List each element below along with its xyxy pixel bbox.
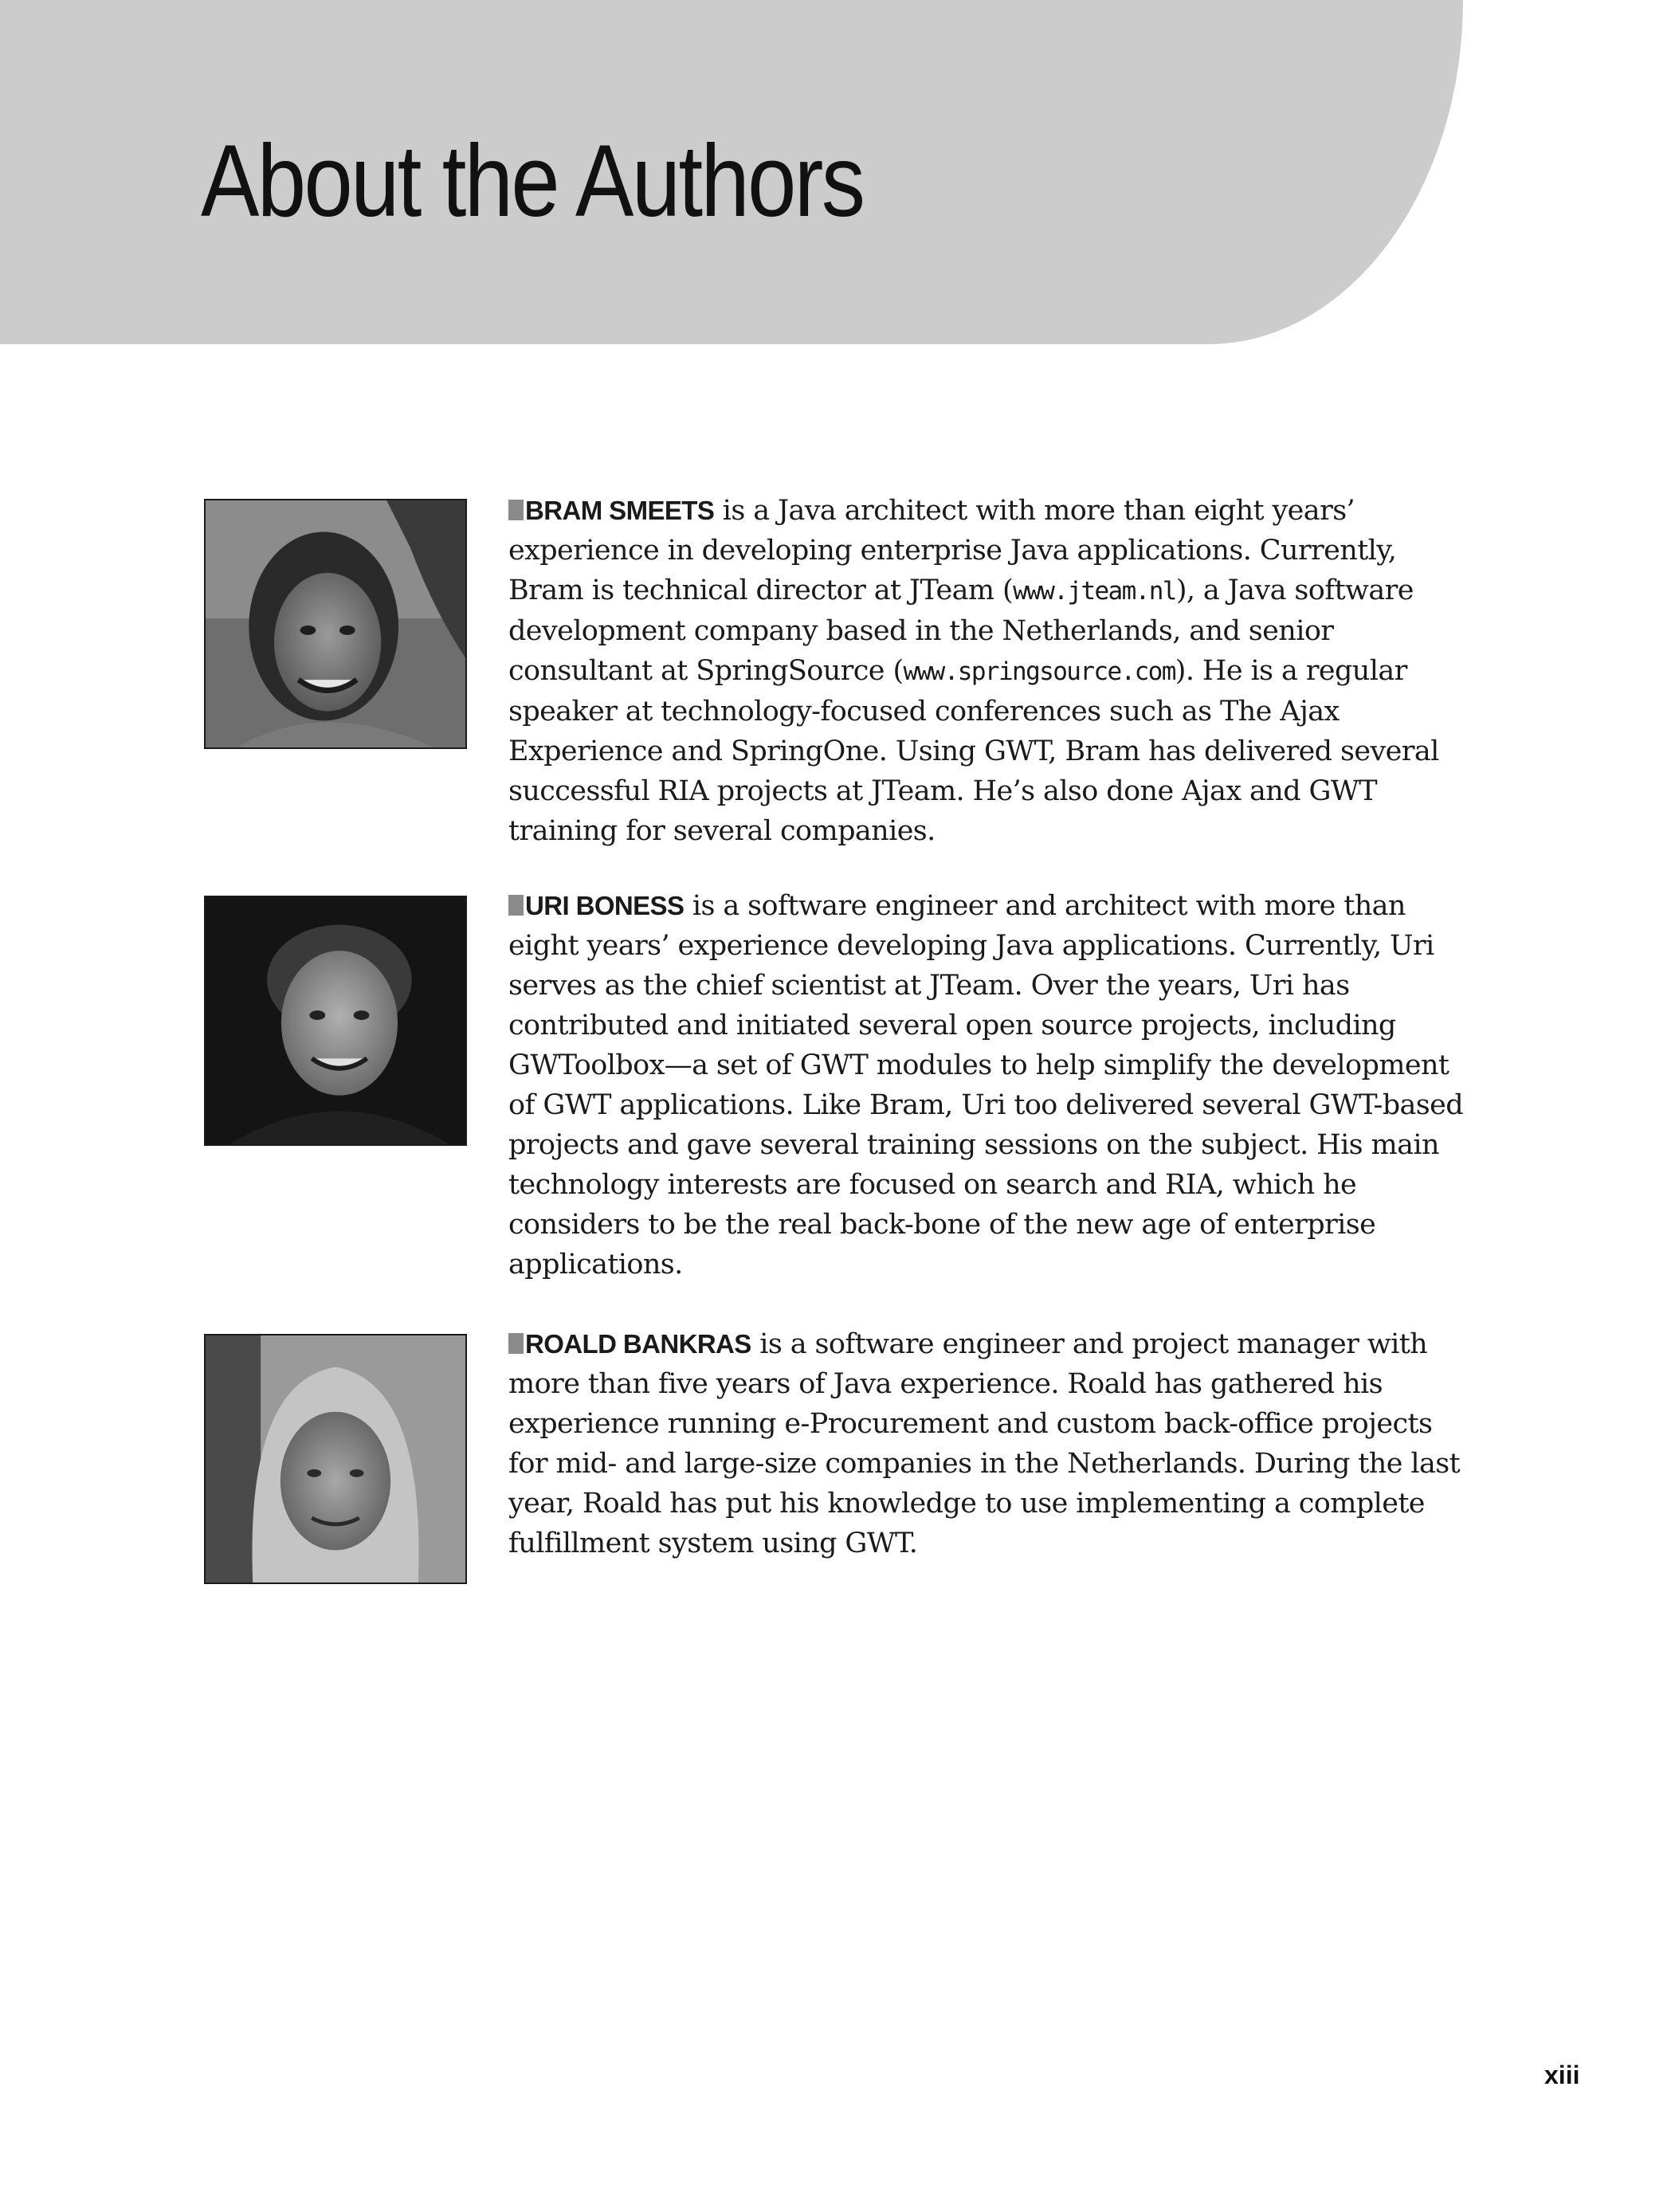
page-title: About the Authors [201, 124, 864, 238]
author-name: BRAM SMEETS [525, 496, 715, 525]
portrait-image [206, 500, 465, 747]
author-photo-roald-bankras [204, 1334, 467, 1584]
url-springsource: www.springsource.com [903, 657, 1175, 686]
author-bio-bram-smeets [508, 491, 1465, 851]
page-number: xiii [1544, 2061, 1580, 2089]
author-name: URI BONESS [525, 891, 685, 920]
url-jteam: www.jteam.nl [1013, 577, 1176, 606]
bio-text: ), a Java software development company based in the Netherlands, and senior consultant at SpringSource ( [508, 575, 1414, 687]
bio-text: is a software engineer and architect with more than eight years’ experience developing Java applications. Currently, Uri serves as the chief scientist at JTeam. Over the years, Uri has contributed and initiated several open source projects, including GWToolbox—a set of GWT modules to help simplify the development of GWT applications. Like Bram, Uri too delivered several GWT-based projects and gave several training sessions on the subject. His main technology interests are focused on search and RIA, which he considers to be the real back-bone of the new age of enterprise applications. [508, 890, 1464, 1281]
portrait-image [206, 1335, 465, 1583]
author-photo-bram-smeets [204, 499, 467, 749]
author-bio-roald-bankras [508, 1324, 1465, 1563]
bullet-square-icon [508, 500, 524, 520]
bio-text: is a software engineer and project manager with more than five years of Java experience. Roald has gathered his experience running e-Procurement and custom back-office projects for mid- and large-size companies in the Netherlands. During the last year, Roald has put his knowledge to use implementing a complete fulfillment system using GWT. [508, 1328, 1461, 1559]
author-bio-uri-boness [508, 886, 1465, 1284]
bio-text: ). He is a regular speaker at technology-focused conferences such as The Ajax Experience and SpringOne. Using GWT, Bram has delivered several successful RIA projects at JTeam. He’s also done Ajax and GWT training for several companies. [508, 655, 1439, 847]
bio-text: is a Java architect with more than eight years’ experience in developing enterprise Java applications. Currently, Bram is technical director at JTeam ( [508, 495, 1397, 606]
author-photo-uri-boness [204, 896, 467, 1146]
portrait-image [206, 897, 465, 1144]
bullet-square-icon [508, 895, 524, 916]
bullet-square-icon [508, 1333, 524, 1354]
author-name: ROALD BANKRAS [525, 1329, 751, 1359]
